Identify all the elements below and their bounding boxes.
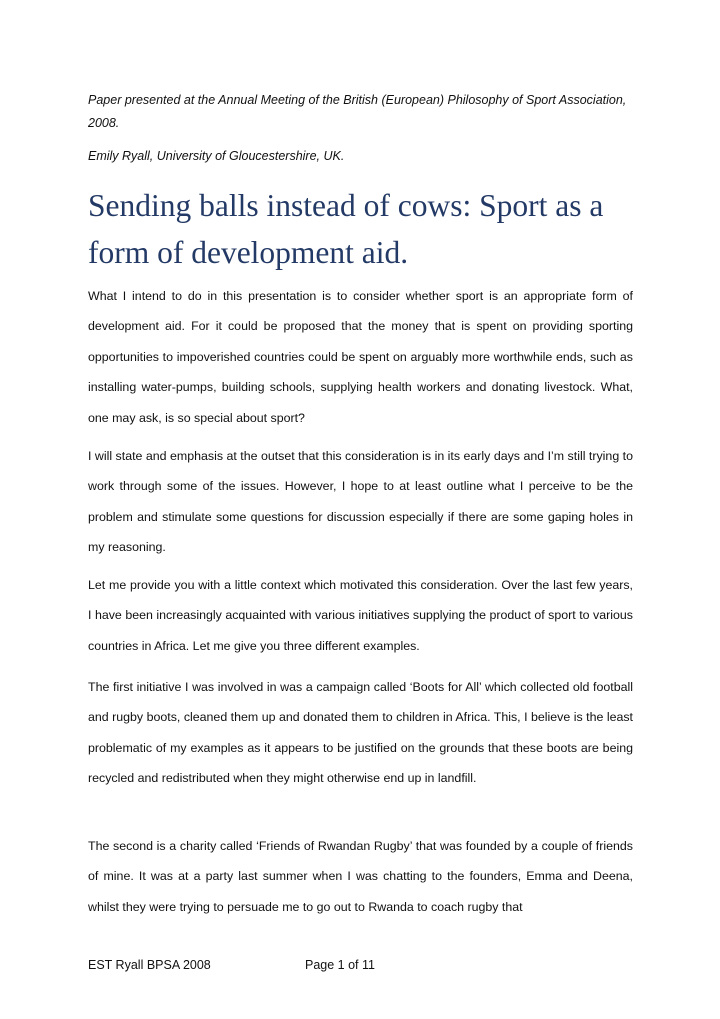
presentation-note: Paper presented at the Annual Meeting of the British (European) Philosophy of Sport Association, 2008. <box>88 93 627 130</box>
body-paragraph-3: Let me provide you with a little context which motivated this consideration. Over the last few years, I have been increasingly acquainted with various initiatives supplying the product of sport to various countries in Africa. Let me give you three different examples. <box>88 578 633 653</box>
footer-reference: EST Ryall BPSA 2008 <box>88 958 211 972</box>
author-line: Emily Ryall, University of Gloucestershire, UK. <box>88 149 345 163</box>
body-paragraph-4: The first initiative I was involved in was a campaign called ‘Boots for All’ which collected old football and rugby boots, cleaned them up and donated them to children in Africa. This, I believe is the least problematic of my examples as it appears to be justified on the grounds that these boots are being recycled and redistributed when they might otherwise end up in landfill. <box>88 680 633 786</box>
document-title: Sending balls instead of cows: Sport as a form of development aid. <box>88 188 604 270</box>
body-paragraph-5: The second is a charity called ‘Friends of Rwandan Rugby’ that was founded by a couple of friends of mine. It was at a party last summer when I was chatting to the founders, Emma and Deena, whilst they were trying to persuade me to go out to Rwanda to coach rugby that <box>88 839 633 914</box>
body-paragraph-1: What I intend to do in this presentation is to consider whether sport is an appropriate form of development aid. For it could be proposed that the money that is spent on providing sporting opportunities to impoverished countries could be spent on arguably more worthwhile ends, such as installing water-pumps, building schools, supplying health workers and donating livestock. What, one may ask, is so special about sport? <box>88 289 633 425</box>
page-number: Page 1 of 11 <box>305 958 375 972</box>
body-paragraph-2: I will state and emphasis at the outset that this consideration is in its early days and I’m still trying to work through some of the issues. However, I hope to at least outline what I perceive to be the problem and stimulate some questions for discussion especially if there are some gaping holes in my reasoning. <box>88 449 633 555</box>
